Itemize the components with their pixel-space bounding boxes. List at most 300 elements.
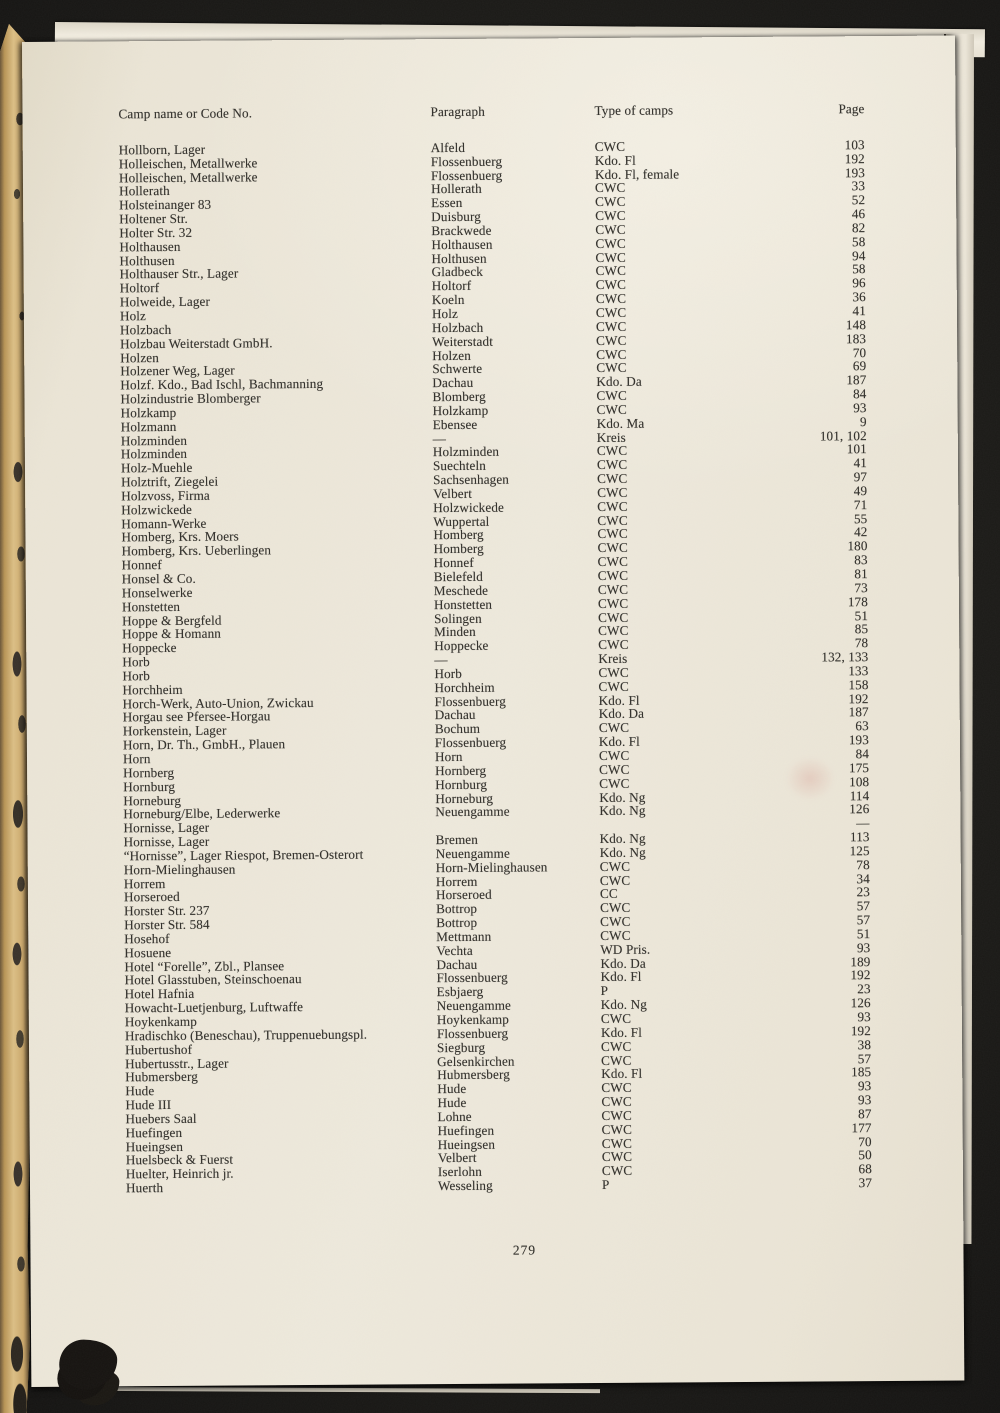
camp-type-cell: Kdo. Ng	[599, 844, 646, 860]
camp-type-cell: CWC	[598, 720, 630, 736]
page-ref-cell: 97	[853, 469, 868, 485]
page-ref-cell: 57	[857, 1050, 872, 1066]
paragraph-cell: Vechta	[436, 942, 473, 958]
paragraph-cell	[435, 818, 599, 833]
camp-name-cell: Horb	[122, 654, 150, 670]
camp-name-cell: Holzf. Kdo., Bad Ischl, Bachmanning	[120, 376, 324, 393]
paragraph-cell: Horchheim	[434, 679, 495, 695]
paragraph-cell: Suechteln	[432, 458, 486, 474]
camp-type-cell: CWC	[596, 387, 627, 404]
camp-type-cell: CWC	[596, 346, 627, 362]
page-ref-cell: 175	[848, 759, 870, 776]
camp-type-cell: CWC	[596, 401, 627, 417]
page-ref-cell: 193	[844, 164, 865, 180]
header-row	[118, 102, 864, 143]
camp-type-cell: CWC	[595, 304, 627, 320]
page-ref-cell: 52	[851, 192, 866, 208]
camp-type-cell: CWC	[597, 553, 629, 570]
paragraph-cell: Honnef	[433, 555, 474, 571]
camp-type-cell: CWC	[597, 540, 628, 556]
paragraph-cell: —	[432, 430, 447, 446]
camp-name-cell: Holzminden	[120, 432, 188, 448]
paragraph-cell: Horseroed	[435, 887, 492, 903]
paragraph-cell: Schwerte	[432, 361, 483, 377]
camp-name-cell: Horn	[122, 751, 151, 767]
page-ref-cell: 63	[855, 718, 869, 734]
paragraph-cell: Bielefeld	[433, 568, 484, 585]
page-ref-cell: 178	[847, 593, 868, 609]
page-ref-cell: 192	[850, 1022, 871, 1039]
camp-name-cell: Honnef	[121, 557, 162, 573]
paragraph-cell: Gelsenkirchen	[437, 1053, 515, 1069]
page-ref-cell: 41	[853, 455, 868, 471]
camp-name-cell: Hotel “Forelle”, Zbl., Plansee	[124, 957, 285, 974]
page-ref-cell: 192	[850, 967, 871, 983]
page-ref-cell: —	[856, 815, 870, 831]
camp-type-cell: CWC	[595, 277, 627, 293]
camp-name-cell: Hornberg	[123, 764, 175, 781]
camp-name-cell: Holzminden	[120, 446, 188, 462]
camp-type-cell: CWC	[600, 1010, 632, 1026]
page-ref-cell: 69	[852, 358, 867, 374]
paragraph-cell: —	[434, 652, 448, 668]
camp-type-cell: CWC	[597, 484, 628, 500]
camp-type-cell: CWC	[597, 595, 629, 611]
page-ref-cell: 94	[852, 247, 866, 263]
page-ref-cell: 93	[853, 399, 867, 416]
page-ref-cell: 51	[854, 607, 869, 623]
camp-name-cell: Hoykenkamp	[124, 1013, 197, 1030]
paragraph-cell: Bottrop	[436, 914, 478, 931]
camp-name-cell: Hotel Glasstuben, Steinschoenau	[124, 971, 302, 988]
camp-name-cell: Honsel & Co.	[121, 570, 196, 587]
paragraph-cell: Holzminden	[432, 444, 500, 460]
page-ref-cell: 23	[856, 884, 871, 900]
camp-type-cell: CWC	[601, 1135, 633, 1151]
page-ref-cell: 70	[858, 1133, 872, 1149]
paragraph-cell: Horn-Mielinghausen	[435, 859, 548, 875]
camp-name-cell: Holleischen, Metallwerke	[118, 168, 258, 185]
paragraph-cell: Homberg	[433, 541, 484, 557]
page-ref-cell: 58	[851, 233, 866, 249]
page-ref-cell: 187	[848, 704, 869, 720]
camp-type-cell: Kdo. Fl	[600, 969, 642, 985]
ink-blotch-artifact	[59, 1339, 117, 1389]
page-ref-cell: 55	[853, 510, 868, 526]
paragraph-cell: Hude	[437, 1094, 467, 1111]
page-ref-cell: 78	[856, 856, 870, 872]
paragraph-cell: Hollerath	[430, 181, 482, 197]
page-ref-cell: 126	[850, 995, 871, 1011]
paragraph-cell: Holzen	[432, 347, 471, 363]
camp-type-cell: CWC	[597, 470, 628, 487]
camp-name-cell: Hosehof	[124, 930, 170, 947]
page-ref-cell: 41	[852, 303, 866, 319]
camp-index-table	[118, 102, 872, 1195]
camp-name-cell: Holter Str. 32	[119, 224, 193, 241]
page-ref-cell: 51	[856, 926, 871, 942]
camp-name-cell: Horch-Werk, Auto-Union, Zwickau	[122, 694, 314, 711]
page-ref-cell: 85	[854, 621, 869, 637]
camp-type-cell: Kdo. Fl	[598, 733, 640, 750]
camp-name-cell: Holzindustrie Blomberger	[120, 390, 261, 407]
camp-name-cell: Holzvoss, Firma	[121, 487, 210, 504]
camp-type-cell: CWC	[597, 609, 629, 625]
paragraph-cell: Alfeld	[430, 139, 466, 155]
page-ref-cell: 71	[853, 496, 868, 512]
page-ref-cell: 50	[858, 1147, 872, 1163]
camp-type-cell: Kdo. Da	[600, 955, 646, 971]
page-ref-cell: 78	[854, 635, 869, 651]
page-ref-cell: 49	[853, 483, 868, 499]
camp-name-cell: Holzen	[120, 349, 159, 365]
camp-type-cell	[599, 817, 763, 832]
paragraph-cell: Hubmersberg	[437, 1066, 510, 1083]
paragraph-cell: Duisburg	[431, 208, 481, 225]
camp-name-cell: Holzkamp	[120, 404, 177, 421]
camp-name-cell: Holzmann	[120, 418, 177, 435]
page-ref-cell: 9	[859, 413, 867, 429]
paragraph-cell: Weiterstadt	[432, 333, 493, 349]
paragraph-cell: Holzbach	[431, 319, 484, 335]
camp-type-cell: Kdo. Fl	[601, 1066, 643, 1082]
header-camp-type: Type of camps	[594, 102, 674, 119]
paragraph-cell: Holthusen	[431, 250, 487, 266]
camp-name-cell: Hoppe & Homann	[122, 626, 222, 642]
page-ref-cell: 101, 102	[819, 427, 867, 444]
page-ref-cell: 37	[858, 1175, 873, 1191]
page-ref-cell: 93	[857, 1092, 872, 1108]
page-ref-cell: 42	[853, 524, 868, 540]
camp-name-cell: Holleischen, Metallwerke	[118, 155, 258, 172]
page-ref-cell: 193	[848, 732, 869, 748]
camp-name-cell: Holweide, Lager	[119, 293, 210, 310]
header-page: Page	[838, 101, 865, 117]
camp-type-cell: CWC	[601, 1163, 633, 1179]
paragraph-cell: Lohne	[437, 1108, 472, 1125]
paragraph-cell: Sachsenhagen	[433, 471, 510, 488]
camp-type-cell: Kdo. Fl, female	[594, 165, 680, 182]
paragraph-cell: Essen	[431, 195, 463, 211]
paragraph-cell: Neuengamme	[435, 803, 510, 820]
paragraph-cell: Blomberg	[432, 388, 486, 405]
camp-name-cell: Horn-Mielinghausen	[123, 861, 236, 878]
camp-type-cell: CWC	[594, 138, 626, 154]
paragraph-cell: Esbjaerg	[436, 984, 484, 1000]
page-ref-cell: 126	[849, 801, 870, 817]
paragraph-cell: Wesseling	[437, 1177, 493, 1194]
camp-type-cell: CWC	[595, 235, 626, 251]
page-ref-cell: 70	[852, 344, 867, 360]
pink-smudge-artifact	[785, 756, 835, 800]
camp-name-cell: Horn, Dr. Th., GmbH., Plauen	[122, 736, 286, 753]
page-ref-cell: 187	[846, 372, 867, 388]
camp-name-cell: Hude III	[125, 1097, 172, 1113]
page-ref-cell: 87	[858, 1106, 872, 1122]
camp-name-cell: Huelter, Heinrich jr.	[125, 1165, 234, 1182]
camp-name-cell: Holzbach	[119, 321, 172, 338]
camp-name-cell: Horster Str. 584	[124, 916, 210, 933]
camp-type-cell: Kdo. Fl	[594, 152, 636, 168]
page-ref-cell: 180	[847, 538, 868, 554]
paragraph-cell: Holzkamp	[432, 402, 489, 419]
camp-name-cell: Horrem	[123, 875, 166, 891]
camp-type-cell: Kdo. Ng	[599, 803, 646, 819]
camp-name-cell: Horseroed	[123, 889, 180, 905]
paragraph-cell: Holz	[431, 305, 459, 322]
camp-type-cell: Kdo. Da	[598, 706, 645, 722]
camp-type-cell: P	[600, 983, 609, 999]
paragraph-cell: Gladbeck	[431, 264, 484, 280]
paragraph-cell: Iserlohn	[437, 1164, 482, 1180]
camp-name-cell: Holthauser Str., Lager	[119, 265, 239, 282]
camp-name-cell: Hoppecke	[122, 640, 177, 656]
camp-type-cell: CWC	[601, 1093, 632, 1110]
page-ref-cell: 148	[845, 316, 867, 333]
camp-name-cell: Hollborn, Lager	[118, 141, 206, 158]
camp-name-cell: Horkenstein, Lager	[122, 722, 227, 739]
camp-type-cell: CWC	[595, 221, 626, 237]
table-body	[119, 138, 872, 1195]
paragraph-cell: Hornberg	[435, 762, 487, 778]
camp-name-cell: Holtorf	[119, 280, 160, 296]
page-ref-cell: 132, 133	[821, 649, 869, 665]
camp-name-cell: Howacht-Luetjenburg, Luftwaffe	[124, 999, 304, 1016]
camp-name-cell: Hornburg	[123, 778, 176, 794]
camp-type-cell: CWC	[598, 623, 629, 639]
camp-name-cell: Horneburg	[123, 792, 182, 808]
camp-type-cell: CWC	[595, 194, 626, 210]
camp-type-cell: CWC	[595, 249, 626, 265]
page-ref-cell: 82	[851, 220, 866, 236]
page-ref-cell: 96	[852, 275, 866, 291]
paragraph-cell: Holtorf	[431, 278, 472, 294]
camp-name-cell: Homberg, Krs. Ueberlingen	[121, 542, 272, 559]
page-ref-cell: 57	[856, 898, 871, 914]
page-ref-cell: 33	[851, 178, 866, 194]
page-ref-cell: 23	[857, 981, 871, 997]
page-ref-cell: 84	[853, 386, 867, 402]
camp-name-cell: Homann-Werke	[121, 515, 207, 531]
page-ref-cell: 84	[855, 746, 870, 762]
camp-name-cell: Hradischko (Beneschau), Truppenuebungspl.	[124, 1026, 368, 1044]
camp-type-cell: CWC	[601, 1107, 632, 1123]
paragraph-cell: Velbert	[437, 1150, 477, 1166]
camp-type-cell: CWC	[599, 775, 630, 791]
page-ref-cell: 58	[852, 261, 866, 277]
camp-name-cell: Hubmersberg	[125, 1069, 198, 1085]
paragraph-cell: Koeln	[431, 292, 465, 308]
camp-type-cell: CWC	[599, 858, 631, 874]
page-ref-cell: 36	[852, 289, 866, 305]
paragraph-cell: Flossenbuerg	[436, 1025, 509, 1041]
camp-type-cell: CWC	[599, 761, 630, 777]
paragraph-cell: Hoppecke	[434, 637, 489, 654]
camp-type-cell: CWC	[599, 872, 631, 888]
camp-type-cell: P	[601, 1177, 610, 1193]
underlying-page-edge-bottom	[100, 1387, 600, 1393]
page-ref-cell: 81	[854, 566, 868, 582]
camp-name-cell: Horster Str. 237	[124, 902, 210, 919]
camp-type-cell: CWC	[597, 567, 629, 583]
camp-type-cell: CWC	[600, 927, 631, 943]
camp-name-cell: Horgau see Pfersee-Horgau	[122, 708, 271, 725]
camp-type-cell: CWC	[601, 1052, 632, 1068]
paragraph-cell: Horneburg	[435, 790, 494, 806]
page-ref-cell: 38	[857, 1036, 872, 1052]
paragraph-cell: Flossenbuerg	[434, 693, 506, 709]
camp-name-cell: Hornisse, Lager	[123, 819, 210, 836]
paragraph-cell: Hueingsen	[437, 1136, 496, 1152]
camp-name-cell: Honstetten	[121, 598, 181, 615]
camp-name-cell: Holthusen	[119, 252, 175, 268]
paragraph-cell: Ebensee	[432, 416, 478, 432]
page-ref-cell: 46	[851, 206, 866, 222]
camp-type-cell: Kdo. Ng	[600, 996, 647, 1013]
camp-type-cell: Kreis	[596, 429, 626, 445]
camp-name-cell: Holtener Str.	[119, 210, 188, 227]
paragraph-cell: Neuengamme	[435, 845, 510, 862]
camp-name-cell: Hude	[125, 1083, 155, 1099]
paragraph-cell: Velbert	[433, 485, 472, 502]
camp-name-cell: Huebers Saal	[125, 1110, 197, 1127]
paragraph-cell: Bremen	[435, 831, 478, 848]
page-ref-cell: 93	[856, 939, 871, 955]
paragraph-cell: Hornburg	[435, 776, 488, 792]
camp-type-cell: Kdo. Da	[596, 373, 642, 390]
camp-name-cell: Huelsbeck & Fuerst	[125, 1151, 234, 1168]
camp-type-cell: CWC	[596, 457, 628, 473]
page-ref-cell: 192	[848, 690, 869, 706]
camp-type-cell: CWC	[600, 900, 631, 916]
camp-name-cell: Hosuene	[124, 944, 172, 961]
camp-type-cell: CWC	[601, 1149, 633, 1165]
camp-type-cell: CWC	[597, 526, 628, 542]
camp-type-cell: Kdo. Ng	[599, 789, 646, 805]
paragraph-cell: Flossenbuerg	[430, 153, 503, 169]
book-page	[22, 35, 964, 1386]
camp-name-cell: Hueingsen	[125, 1138, 184, 1154]
paragraph-cell: Holzwickede	[433, 499, 504, 515]
camp-type-cell: CC	[599, 886, 618, 902]
paragraph-cell: Wuppertal	[433, 513, 490, 529]
paragraph-cell: Flossenbuerg	[434, 734, 507, 751]
header-camp-name: Camp name or Code No.	[118, 105, 253, 122]
camp-type-cell: Kdo. Fl	[600, 1024, 642, 1040]
camp-type-cell: CWC	[601, 1121, 632, 1137]
camp-type-cell: CWC	[597, 512, 628, 528]
page-ref-cell: 113	[849, 829, 870, 845]
camp-type-cell: CWC	[596, 332, 627, 348]
camp-type-cell: CWC	[594, 180, 626, 196]
page-ref-cell: 108	[849, 773, 870, 789]
paragraph-cell: Neuengamme	[436, 997, 512, 1014]
header-paragraph: Paragraph	[430, 103, 485, 120]
paragraph-cell: Horn	[434, 748, 463, 765]
page-ref-cell: 133	[848, 663, 869, 679]
page-ref-cell: 57	[856, 912, 871, 928]
page-ref-cell: 177	[851, 1119, 872, 1135]
camp-name-cell: Homberg, Krs. Moers	[121, 528, 239, 545]
camp-type-cell: CWC	[595, 263, 627, 279]
page-ref-cell: 83	[854, 552, 868, 568]
camp-type-cell: CWC	[600, 913, 631, 930]
camp-name-cell: “Hornisse”, Lager Riespot, Bremen-Osterort	[123, 846, 364, 864]
camp-name-cell: Holz-Muehle	[120, 460, 193, 476]
camp-type-cell: CWC	[601, 1079, 632, 1096]
camp-type-cell: CWC	[595, 318, 627, 334]
page-ref-cell: 158	[848, 676, 869, 692]
camp-name-cell: Hornisse, Lager	[123, 833, 210, 850]
camp-type-cell: CWC	[597, 498, 628, 514]
camp-type-cell: CWC	[596, 360, 627, 376]
paragraph-cell: Honstetten	[433, 596, 493, 612]
page-ref-cell: 68	[858, 1161, 872, 1177]
paragraph-cell: Horb	[434, 665, 462, 682]
camp-type-cell: CWC	[596, 443, 628, 459]
camp-type-cell: Kdo. Ma	[596, 415, 645, 431]
page-ref-cell: 93	[857, 1078, 872, 1094]
paragraph-cell: Flossenbuerg	[436, 970, 508, 986]
page-ref-cell: 183	[845, 330, 867, 346]
camp-type-cell: CWC	[597, 581, 629, 597]
paragraph-cell: Bottrop	[436, 901, 478, 917]
paragraph-cell: Brackwede	[431, 222, 492, 239]
camp-name-cell: Horchheim	[122, 681, 183, 698]
camp-name-cell: Horb	[122, 668, 150, 684]
camp-type-cell: CWC	[595, 290, 627, 307]
paragraph-cell: Meschede	[433, 582, 489, 598]
paragraph-cell: Dachau	[434, 707, 476, 723]
paragraph-cell: Dachau	[432, 375, 474, 391]
camp-name-cell: Huefingen	[125, 1124, 183, 1141]
camp-type-cell: CWC	[598, 636, 629, 653]
page-ref-cell: 73	[854, 579, 868, 596]
paragraph-cell: Hoykenkamp	[436, 1011, 509, 1028]
page-ref-cell: 185	[851, 1064, 872, 1080]
paragraph-cell: Dachau	[436, 956, 478, 972]
camp-name-cell: Holthausen	[119, 238, 181, 255]
page-ref-cell: 103	[844, 136, 865, 153]
camp-type-cell: CWC	[598, 664, 629, 680]
paragraph-cell: Holthausen	[431, 236, 493, 252]
paragraph-cell: Solingen	[433, 610, 482, 626]
paragraph-cell: Hude	[437, 1081, 467, 1097]
camp-type-cell: CWC	[598, 747, 630, 763]
camp-type-cell: Kdo. Ng	[599, 830, 646, 847]
camp-name-cell: Hollerath	[118, 183, 170, 199]
page-ref-cell: 34	[856, 870, 870, 886]
page-number: 279	[512, 1242, 537, 1258]
camp-name-cell: Hubertusstr., Lager	[125, 1055, 229, 1071]
paragraph-cell: Horrem	[435, 873, 478, 889]
table-header	[118, 102, 864, 143]
camp-name-cell: Holztrift, Ziegelei	[121, 473, 219, 490]
paragraph-cell: Bochum	[434, 721, 481, 737]
paragraph-cell: Homberg	[433, 527, 484, 543]
page-ref-cell: 101	[846, 441, 867, 457]
page-ref-cell: 114	[849, 787, 870, 803]
camp-type-cell: CWC	[600, 1038, 632, 1054]
page-ref-cell: 125	[849, 842, 870, 859]
page-ref-cell: 93	[857, 1009, 871, 1025]
paragraph-cell: Minden	[434, 624, 476, 640]
camp-name-cell: Honselwerke	[121, 584, 193, 601]
camp-type-cell: CWC	[598, 678, 629, 694]
camp-type-cell: Kreis	[598, 650, 628, 667]
camp-name-cell: Holz	[119, 308, 147, 324]
paragraph-cell: Flossenbuerg	[430, 167, 503, 183]
